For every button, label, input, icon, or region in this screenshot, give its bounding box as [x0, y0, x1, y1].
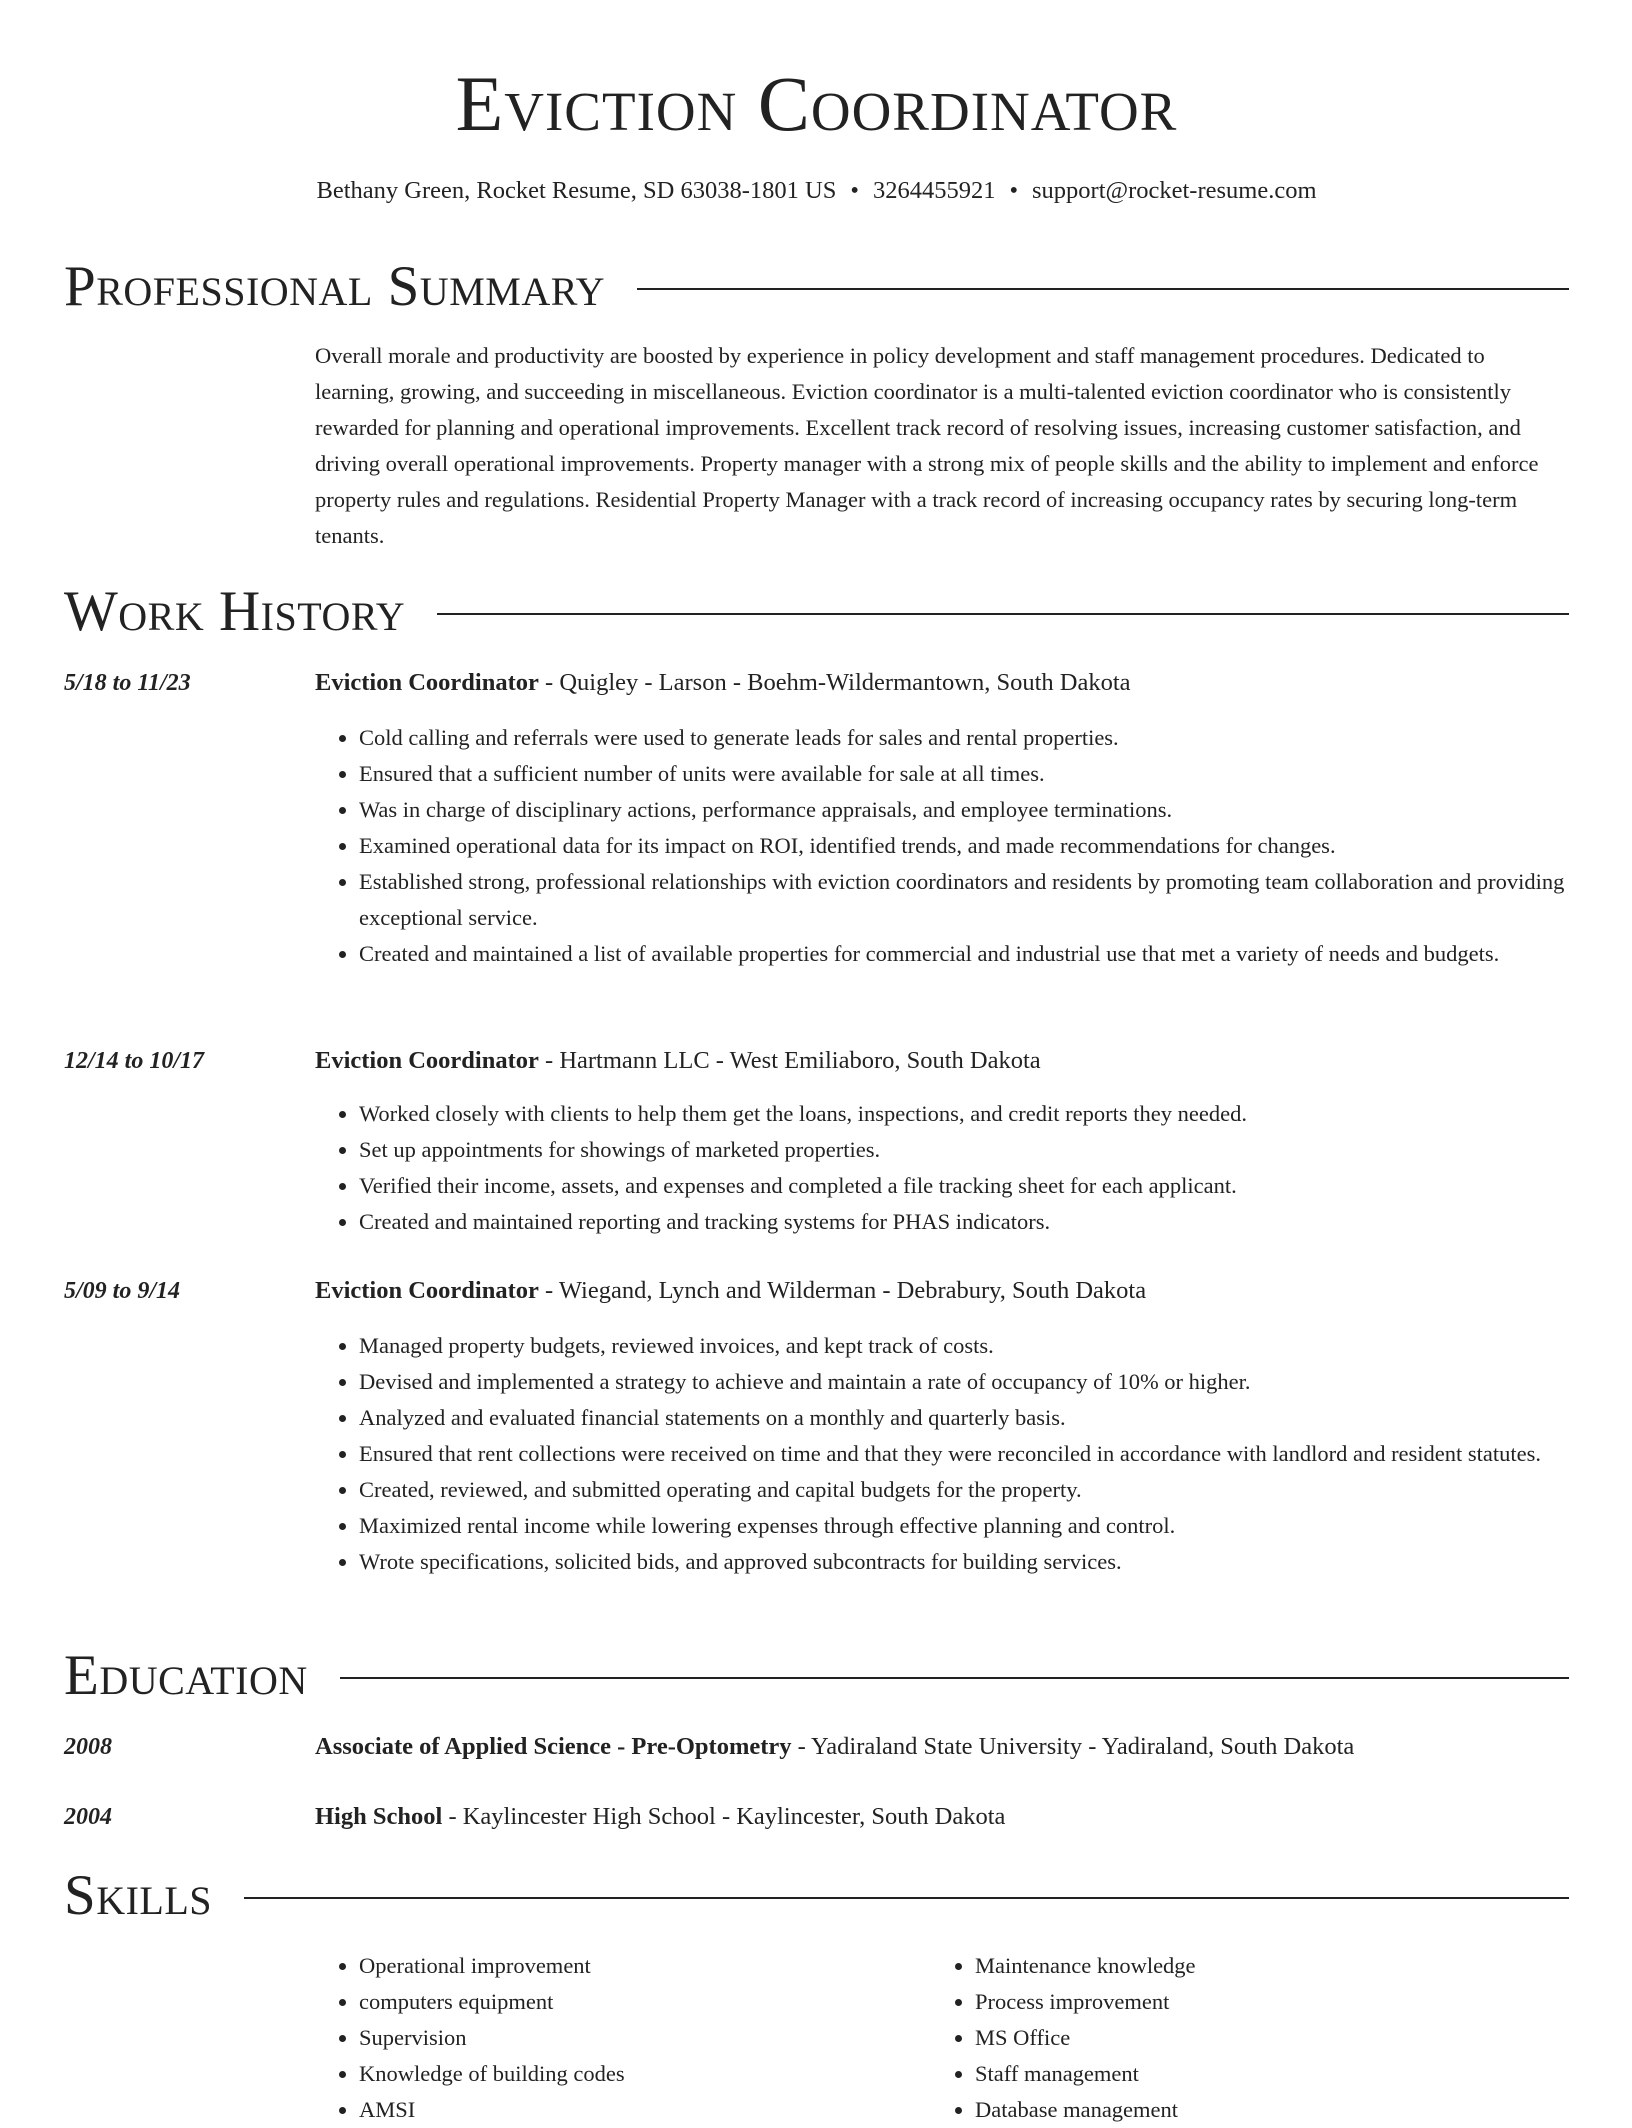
education-degree: Associate of Applied Science - Pre-Optometry	[315, 1733, 792, 1760]
work-company: - Hartmann LLC - West Emiliaboro, South Dakota	[538, 1047, 1041, 1074]
work-company: - Quigley - Larson - Boehm-Wildermantown, South Dakota	[538, 669, 1131, 696]
section-title: Work History	[64, 580, 406, 643]
contact-line	[64, 174, 1569, 208]
list-item: • Cold calling and referrals were used to generate leads for sales and rental properties.	[359, 720, 1569, 756]
work-role: Eviction Coordinator	[315, 1277, 539, 1304]
work-heading	[315, 1274, 1569, 1308]
list-item: • computers equipment	[359, 1984, 931, 2020]
section-summary-header	[64, 255, 1569, 319]
section-title: Skills	[64, 1864, 213, 1927]
work-company: - Wiegand, Lynch and Wilderman - Debrabury, South Dakota	[538, 1277, 1147, 1304]
list-item: • Staff management	[975, 2056, 1547, 2092]
education-school: - Kaylincester High School - Kaylincester, South Dakota	[442, 1803, 1006, 1830]
list-item: • Examined operational data for its impact on ROI, identified trends, and made recommendations for changes.	[359, 828, 1569, 864]
section-work-header	[64, 580, 1569, 644]
education-year: 2004	[64, 1804, 112, 1830]
list-item: • Supervision	[359, 2020, 931, 2056]
page-title: Eviction Coordinator	[455, 60, 1178, 147]
work-role: Eviction Coordinator	[315, 1047, 539, 1074]
list-item: • Managed property budgets, reviewed invoices, and kept track of costs.	[359, 1328, 1569, 1364]
list-item: • Established strong, professional relationships with eviction coordinators and residents by promoting team collaboration and providing exceptional service.	[359, 864, 1569, 936]
education-degree: High School	[315, 1803, 443, 1830]
list-item: • Knowledge of building codes	[359, 2056, 931, 2092]
skills-column-right	[931, 1948, 1547, 2128]
list-item: • Set up appointments for showings of marketed properties.	[359, 1132, 1569, 1168]
education-year: 2008	[64, 1734, 112, 1760]
work-bullets	[315, 1328, 1569, 1580]
list-item: • Process improvement	[975, 1984, 1547, 2020]
list-item: • Was in charge of disciplinary actions, performance appraisals, and employee terminations.	[359, 792, 1569, 828]
contact-phone: 3264455921	[872, 177, 996, 204]
list-item: • Created and maintained reporting and tracking systems for PHAS indicators.	[359, 1204, 1569, 1240]
list-item: • Analyzed and evaluated financial statements on a monthly and quarterly basis.	[359, 1400, 1569, 1436]
education-heading	[315, 1800, 1569, 1834]
work-bullets	[315, 1096, 1569, 1240]
list-item: • MS Office	[975, 2020, 1547, 2056]
contact-address: Bethany Green, Rocket Resume, SD 63038-1801 US	[316, 177, 837, 204]
section-title: Education	[64, 1644, 308, 1707]
skills-column-left	[315, 1948, 931, 2128]
list-item: • Maximized rental income while lowering expenses through effective planning and control.	[359, 1508, 1569, 1544]
list-item: • Ensured that a sufficient number of units were available for sale at all times.	[359, 756, 1569, 792]
contact-separator: •	[850, 177, 859, 204]
section-divider	[437, 613, 1569, 615]
education-school: - Yadiraland State University - Yadiraland, South Dakota	[791, 1733, 1355, 1760]
work-dates: 5/18 to 11/23	[64, 670, 191, 696]
section-divider	[244, 1897, 1569, 1899]
skills-list	[315, 1948, 1569, 2128]
section-skills-header	[64, 1864, 1569, 1928]
list-item: • AMSI	[359, 2092, 931, 2128]
list-item: • Maintenance knowledge	[975, 1948, 1547, 1984]
list-item: • Devised and implemented a strategy to achieve and maintain a rate of occupancy of 10% or higher.	[359, 1364, 1569, 1400]
work-role: Eviction Coordinator	[315, 669, 539, 696]
list-item: • Wrote specifications, solicited bids, and approved subcontracts for building services.	[359, 1544, 1569, 1580]
work-heading	[315, 1044, 1569, 1078]
contact-separator: •	[1009, 177, 1019, 204]
list-item: • Created, reviewed, and submitted operating and capital budgets for the property.	[359, 1472, 1569, 1508]
contact-email: support@rocket-resume.com	[1032, 177, 1317, 204]
list-item: • Verified their income, assets, and expenses and completed a file tracking sheet for each applicant.	[359, 1168, 1569, 1204]
education-heading	[315, 1730, 1569, 1764]
list-item: • Ensured that rent collections were received on time and that they were reconciled in accordance with landlord and resident statutes.	[359, 1436, 1569, 1472]
work-dates: 12/14 to 10/17	[64, 1048, 205, 1074]
section-divider	[340, 1677, 1569, 1679]
work-heading	[315, 666, 1569, 700]
section-divider	[637, 288, 1569, 290]
section-title: Professional Summary	[64, 255, 606, 318]
list-item: • Operational improvement	[359, 1948, 931, 1984]
list-item: • Worked closely with clients to help them get the loans, inspections, and credit reports they needed.	[359, 1096, 1569, 1132]
list-item: • Created and maintained a list of available properties for commercial and industrial use that met a variety of needs and budgets.	[359, 936, 1569, 972]
summary-text: Overall morale and productivity are boosted by experience in policy development and staff management procedures. Dedicated to learning, growing, and succeeding in miscellaneous. Eviction coordinator is a multi-talented eviction coordinator who is consistently rewarded for planning and operational improvements. Excellent track record of resolving issues, increasing customer satisfaction, and driving overall operational improvements. Property manager with a strong mix of people skills and the ability to implement and enforce property rules and regulations. Residential Property Manager with a track record of increasing occupancy rates by securing long-term tenants.	[315, 343, 1539, 548]
section-education-header	[64, 1644, 1569, 1708]
work-dates: 5/09 to 9/14	[64, 1278, 181, 1304]
work-bullets	[315, 720, 1569, 972]
list-item: • Database management	[975, 2092, 1547, 2128]
